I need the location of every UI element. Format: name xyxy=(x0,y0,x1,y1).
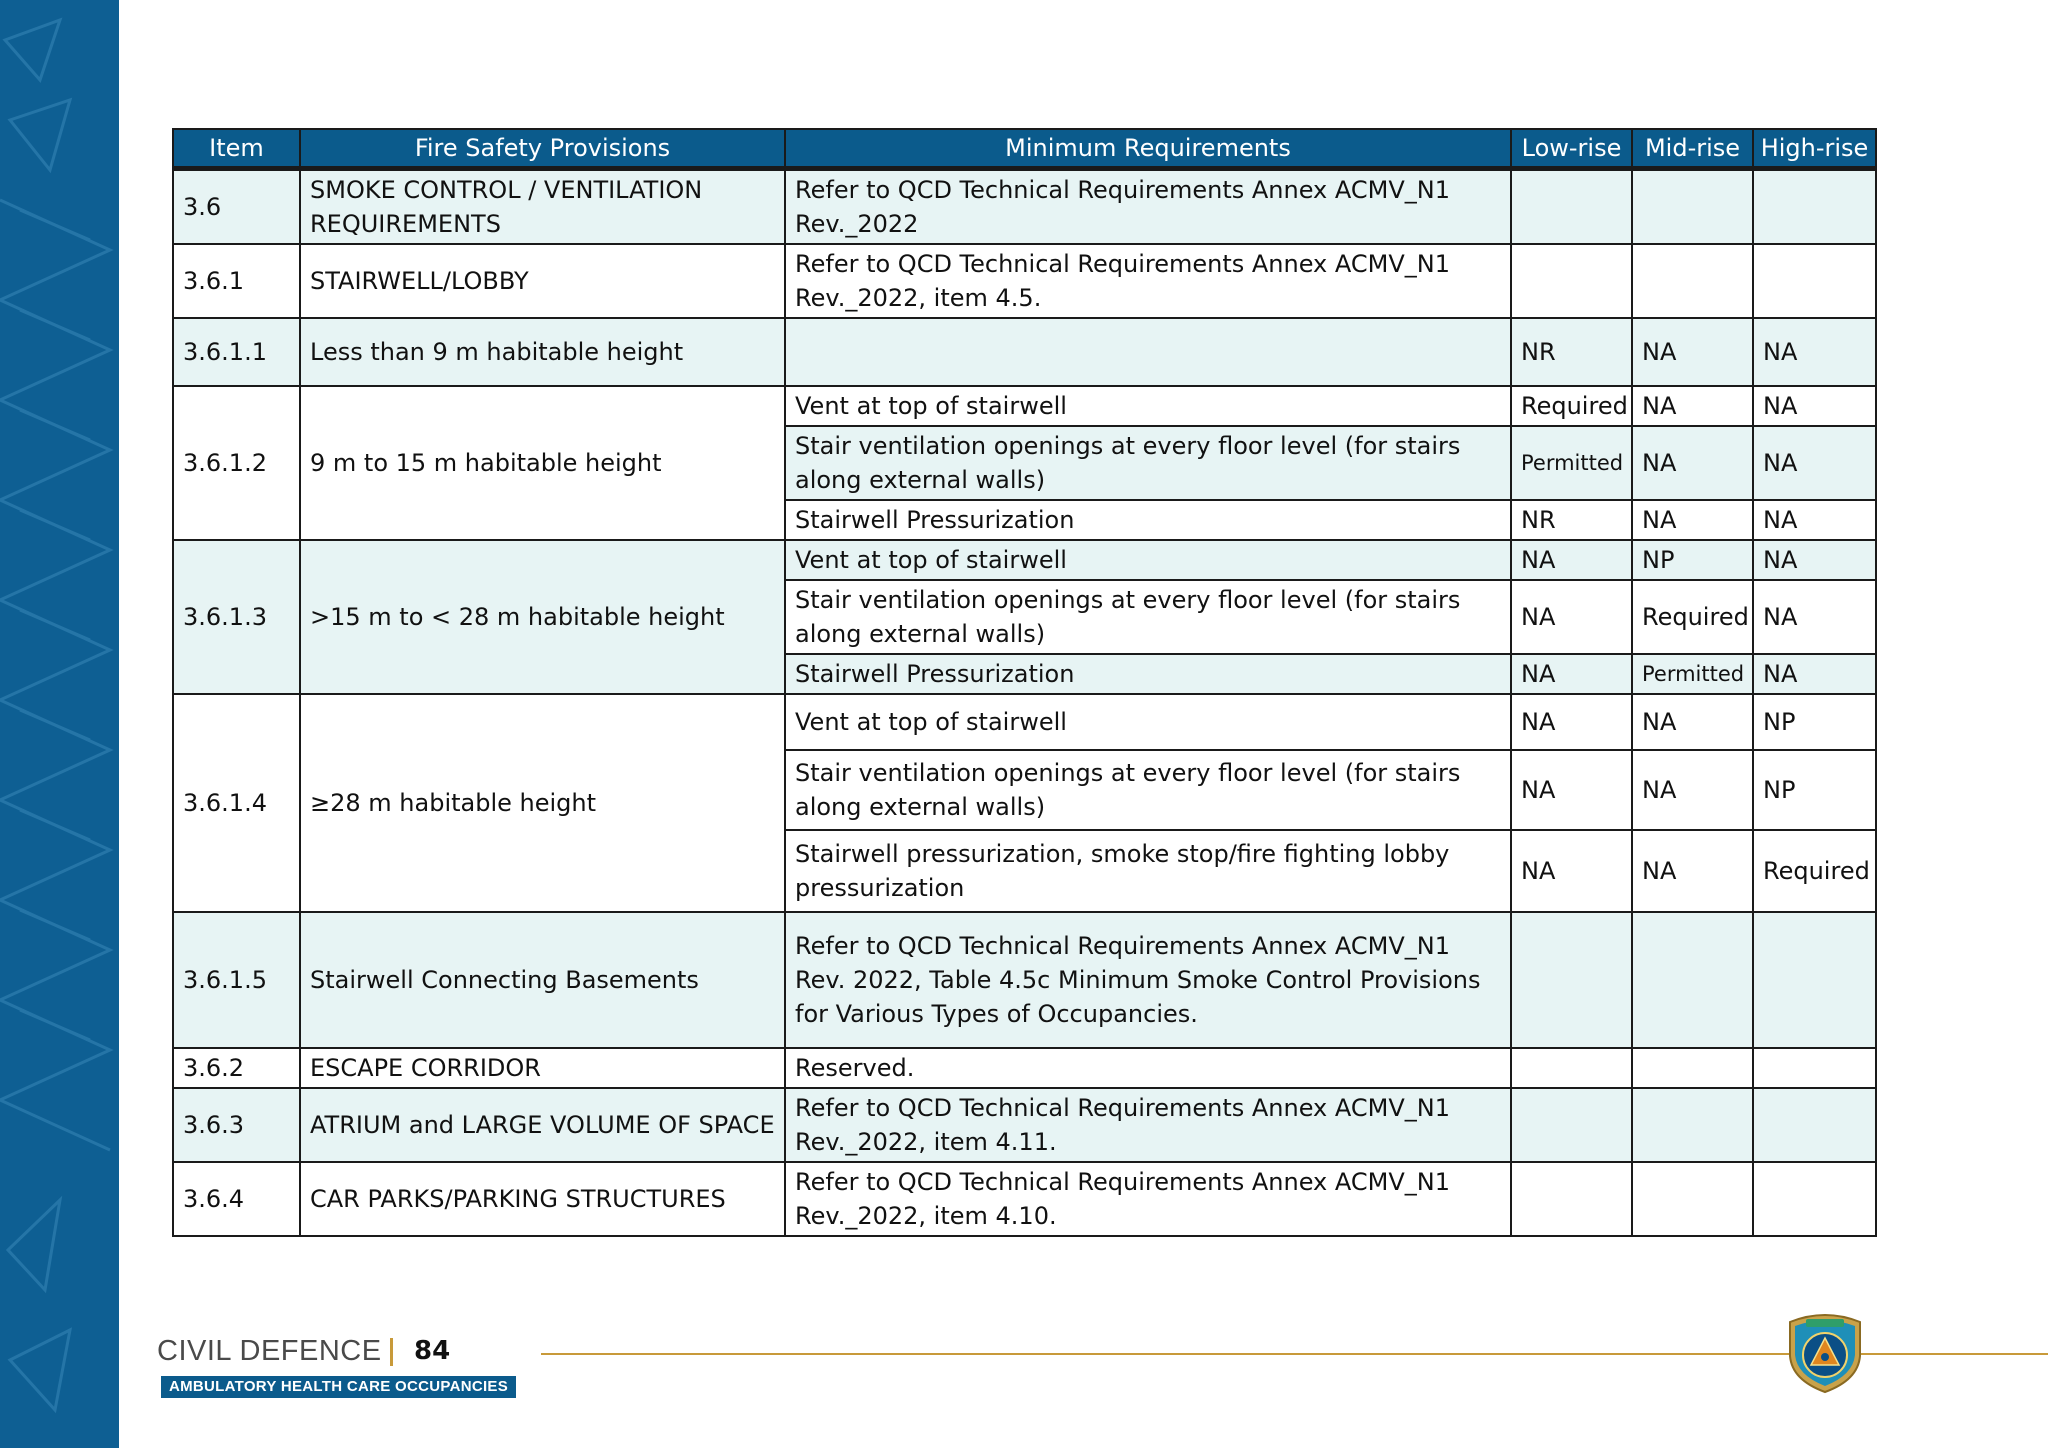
cell-mid-rise xyxy=(1632,1048,1753,1088)
header-fire-safety-provisions: Fire Safety Provisions xyxy=(300,129,785,169)
cell-item: 3.6.3 xyxy=(173,1088,300,1162)
cell-mid-rise xyxy=(1632,1162,1753,1236)
cell-high-rise xyxy=(1753,244,1876,318)
cell-mid-rise: NP xyxy=(1632,540,1753,580)
cell-low-rise xyxy=(1511,1048,1632,1088)
cell-low-rise: NR xyxy=(1511,318,1632,386)
cell-provision: CAR PARKS/PARKING STRUCTURES xyxy=(300,1162,785,1236)
cell-low-rise xyxy=(1511,244,1632,318)
cell-mid-rise: Required xyxy=(1632,580,1753,654)
cell-mid-rise: NA xyxy=(1632,750,1753,830)
cell-provision: Less than 9 m habitable height xyxy=(300,318,785,386)
cell-low-rise: Permitted xyxy=(1511,426,1632,500)
cell-provision: ≥28 m habitable height xyxy=(300,694,785,912)
footer-title: CIVIL DEFENCE xyxy=(157,1335,382,1367)
cell-low-rise: NA xyxy=(1511,580,1632,654)
cell-provision: SMOKE CONTROL / VENTILATION REQUIREMENTS xyxy=(300,169,785,245)
cell-high-rise: Required xyxy=(1753,830,1876,912)
cell-mid-rise: NA xyxy=(1632,694,1753,750)
cell-requirement: Refer to QCD Technical Requirements Annex ACMV_N1 Rev._2022 xyxy=(785,169,1511,245)
page-number: 84 xyxy=(414,1336,451,1366)
cell-requirement: Stair ventilation openings at every floor level (for stairs along external walls) xyxy=(785,580,1511,654)
cell-high-rise xyxy=(1753,1088,1876,1162)
cell-provision: 9 m to 15 m habitable height xyxy=(300,386,785,540)
cell-mid-rise: Permitted xyxy=(1632,654,1753,694)
cell-item: 3.6.2 xyxy=(173,1048,300,1088)
cell-high-rise xyxy=(1753,169,1876,245)
cell-requirement: Refer to QCD Technical Requirements Annex ACMV_N1 Rev._2022, item 4.10. xyxy=(785,1162,1511,1236)
cell-mid-rise: NA xyxy=(1632,318,1753,386)
cell-requirement: Refer to QCD Technical Requirements Annex ACMV_N1 Rev._2022, item 4.5. xyxy=(785,244,1511,318)
table-row xyxy=(173,1088,1876,1162)
cell-low-rise: NA xyxy=(1511,750,1632,830)
cell-requirement: Stairwell Pressurization xyxy=(785,500,1511,540)
header-high-rise: High-rise xyxy=(1753,129,1876,169)
header-minimum-requirements: Minimum Requirements xyxy=(785,129,1511,169)
cell-mid-rise xyxy=(1632,1088,1753,1162)
cell-high-rise: NA xyxy=(1753,386,1876,426)
cell-item: 3.6.1.3 xyxy=(173,540,300,694)
cell-low-rise xyxy=(1511,1088,1632,1162)
cell-low-rise: NA xyxy=(1511,540,1632,580)
cell-high-rise: NA xyxy=(1753,318,1876,386)
table-row xyxy=(173,694,1876,750)
cell-provision: >15 m to < 28 m habitable height xyxy=(300,540,785,694)
cell-requirement: Stair ventilation openings at every floor level (for stairs along external walls) xyxy=(785,426,1511,500)
cell-requirement: Vent at top of stairwell xyxy=(785,694,1511,750)
cell-high-rise xyxy=(1753,1162,1876,1236)
cell-item: 3.6.1.2 xyxy=(173,386,300,540)
civil-defence-emblem-icon xyxy=(1782,1310,1868,1394)
cell-mid-rise: NA xyxy=(1632,426,1753,500)
cell-provision: ESCAPE CORRIDOR xyxy=(300,1048,785,1088)
cell-low-rise xyxy=(1511,912,1632,1048)
cell-mid-rise xyxy=(1632,912,1753,1048)
header-mid-rise: Mid-rise xyxy=(1632,129,1753,169)
cell-requirement: Vent at top of stairwell xyxy=(785,386,1511,426)
sidebar-pattern xyxy=(0,0,119,1448)
table-row xyxy=(173,318,1876,386)
cell-high-rise: NP xyxy=(1753,750,1876,830)
cell-high-rise: NP xyxy=(1753,694,1876,750)
header-low-rise: Low-rise xyxy=(1511,129,1632,169)
cell-low-rise: Required xyxy=(1511,386,1632,426)
header-item: Item xyxy=(173,129,300,169)
cell-mid-rise xyxy=(1632,169,1753,245)
cell-low-rise: NA xyxy=(1511,694,1632,750)
cell-high-rise: NA xyxy=(1753,540,1876,580)
cell-item: 3.6.1.4 xyxy=(173,694,300,912)
cell-requirement: Stairwell Pressurization xyxy=(785,654,1511,694)
cell-high-rise: NA xyxy=(1753,426,1876,500)
cell-item: 3.6.1.5 xyxy=(173,912,300,1048)
section-badge: AMBULATORY HEALTH CARE OCCUPANCIES xyxy=(161,1376,516,1398)
cell-item: 3.6 xyxy=(173,169,300,245)
cell-requirement: Stairwell pressurization, smoke stop/fire fighting lobby pressurization xyxy=(785,830,1511,912)
cell-provision: Stairwell Connecting Basements xyxy=(300,912,785,1048)
cell-high-rise: NA xyxy=(1753,654,1876,694)
table-row xyxy=(173,244,1876,318)
table-header-row xyxy=(173,129,1876,169)
table-row xyxy=(173,1162,1876,1236)
cell-mid-rise: NA xyxy=(1632,500,1753,540)
cell-low-rise xyxy=(1511,1162,1632,1236)
cell-low-rise: NR xyxy=(1511,500,1632,540)
footer-separator xyxy=(390,1338,393,1366)
cell-high-rise: NA xyxy=(1753,500,1876,540)
cell-low-rise: NA xyxy=(1511,654,1632,694)
cell-mid-rise: NA xyxy=(1632,830,1753,912)
cell-provision: ATRIUM and LARGE VOLUME OF SPACE xyxy=(300,1088,785,1162)
cell-high-rise xyxy=(1753,1048,1876,1088)
cell-requirement: Vent at top of stairwell xyxy=(785,540,1511,580)
table-row xyxy=(173,169,1876,245)
cell-requirement: Refer to QCD Technical Requirements Annex ACMV_N1 Rev._2022, item 4.11. xyxy=(785,1088,1511,1162)
fire-safety-table xyxy=(172,128,1877,1237)
table-row xyxy=(173,912,1876,1048)
table-row xyxy=(173,386,1876,426)
decorative-sidebar xyxy=(0,0,119,1448)
cell-low-rise: NA xyxy=(1511,830,1632,912)
cell-item: 3.6.1 xyxy=(173,244,300,318)
cell-mid-rise: NA xyxy=(1632,386,1753,426)
cell-item: 3.6.1.1 xyxy=(173,318,300,386)
cell-high-rise: NA xyxy=(1753,580,1876,654)
table-row xyxy=(173,540,1876,580)
cell-item: 3.6.4 xyxy=(173,1162,300,1236)
cell-requirement: Refer to QCD Technical Requirements Annex ACMV_N1 Rev. 2022, Table 4.5c Minimum Smoke Control Provisions for Various Types of Occupancies. xyxy=(785,912,1511,1048)
cell-high-rise xyxy=(1753,912,1876,1048)
cell-requirement: Reserved. xyxy=(785,1048,1511,1088)
table-row xyxy=(173,1048,1876,1088)
cell-low-rise xyxy=(1511,169,1632,245)
cell-requirement xyxy=(785,318,1511,386)
cell-requirement: Stair ventilation openings at every floor level (for stairs along external walls) xyxy=(785,750,1511,830)
cell-provision: STAIRWELL/LOBBY xyxy=(300,244,785,318)
cell-mid-rise xyxy=(1632,244,1753,318)
